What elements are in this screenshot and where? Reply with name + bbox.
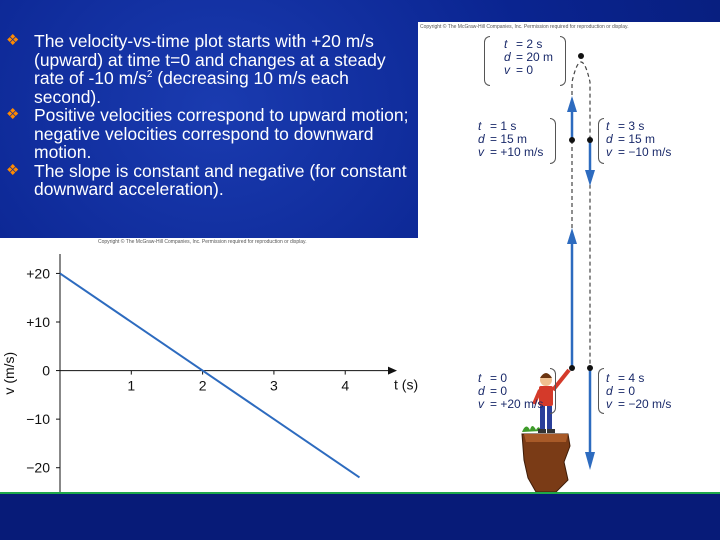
cliff-rock: [522, 426, 570, 492]
footer-band: [0, 492, 720, 540]
brace-return: [598, 368, 604, 414]
bullet-text: Positive velocities correspond to upward motion; negative velocities correspond to downward motion.: [34, 105, 409, 162]
ball-falling: [587, 137, 593, 143]
x-tick-label: 1: [127, 377, 136, 394]
y-tick-label: −10: [26, 411, 50, 428]
state-top-time: 2 s: [526, 37, 543, 51]
arrow-head-down-icon: [585, 452, 595, 470]
state-top-distance: 20 m: [526, 50, 554, 64]
arrow-head-up-icon: [567, 96, 577, 112]
velocity-time-chart: [0, 238, 418, 492]
footer-accent-line: [0, 492, 720, 494]
bullet-item: [6, 162, 414, 199]
x-axis-arrow-icon: [388, 367, 397, 375]
state-top-velocity: 0: [526, 63, 534, 77]
ball-trajectory-diagram: [418, 22, 720, 492]
bullet-diamond-icon: ❖: [6, 32, 20, 49]
state-falling-distance: 15 m: [628, 132, 656, 146]
x-tick-label: 2: [198, 377, 207, 394]
ball-top: [578, 53, 584, 59]
bullet-superscript: 2: [146, 69, 153, 81]
x-axis-label: t (s): [394, 376, 418, 393]
bullet-item: [6, 32, 414, 106]
bullet-diamond-icon: ❖: [6, 161, 20, 179]
state-rising-distance: 15 m: [500, 132, 528, 146]
brace-top: [484, 36, 490, 86]
state-launch-distance: 0: [500, 384, 508, 398]
chart-copyright: Copyright © The McGraw-Hill Companies, Inc. Permission required for reproduction or display.: [98, 239, 307, 245]
y-tick-label: −20: [26, 459, 50, 476]
ball-rising: [569, 137, 575, 143]
y-tick-label: +10: [26, 314, 50, 330]
state-rising-time: 1 s: [500, 119, 517, 133]
state-falling-velocity: −10 m/s: [628, 145, 672, 159]
brace-launch: [550, 368, 556, 414]
state-return-distance: 0: [628, 384, 636, 398]
brace-falling: [598, 118, 604, 164]
state-return-velocity: −20 m/s: [628, 397, 672, 411]
state-return-time: 4 s: [628, 371, 645, 385]
ball-return: [587, 365, 593, 371]
state-label-top: t = 2 s d = 20 m v = 0: [504, 37, 554, 77]
state-label-falling: t = 3 s d = 15 m v = −10 m/s: [606, 119, 672, 159]
velocity-time-chart-panel: [0, 238, 418, 492]
arrow-head-down-icon: [585, 170, 595, 186]
state-launch-velocity: +20 m/s: [500, 397, 544, 411]
bullet-list: [6, 32, 414, 199]
state-label-return: t = 4 s d = 0 v = −20 m/s: [606, 371, 672, 411]
bullet-diamond-icon: ❖: [6, 106, 20, 123]
y-tick-label: 0: [42, 362, 50, 379]
ball-toss-figure-panel: [418, 22, 720, 492]
arrow-head-up-icon: [567, 228, 577, 244]
bullet-text: The slope is constant and negative (for constant downward acceleration).: [34, 160, 407, 199]
bullet-item: [6, 106, 414, 162]
velocity-line: [60, 273, 359, 477]
x-tick-label: 3: [270, 377, 278, 394]
ball-launch: [569, 365, 575, 371]
bullet-text: The velocity-vs-time plot starts with +20 m/s (upward) at time t=0 and changes at a steady rate of -10 m/s: [34, 31, 386, 88]
brace-rising: [550, 118, 556, 164]
y-tick-label: +20: [26, 265, 50, 282]
x-tick-label: 4: [341, 377, 350, 394]
figure-copyright: Copyright © The McGraw-Hill Companies, Inc. Permission required for reproduction or display.: [420, 24, 629, 30]
state-label-rising: t = 1 s d = 15 m v = +10 m/s: [478, 119, 544, 159]
state-rising-velocity: +10 m/s: [500, 145, 544, 159]
state-launch-time: 0: [500, 371, 508, 385]
state-label-launch: t = 0 d = 0 v = +20 m/s: [478, 371, 544, 411]
y-axis-label: v (m/s): [1, 351, 17, 395]
bullet-text-end: (decreasing 10 m/s each second).: [34, 68, 349, 107]
state-falling-time: 3 s: [628, 119, 645, 133]
brace-top-right: [560, 36, 566, 86]
